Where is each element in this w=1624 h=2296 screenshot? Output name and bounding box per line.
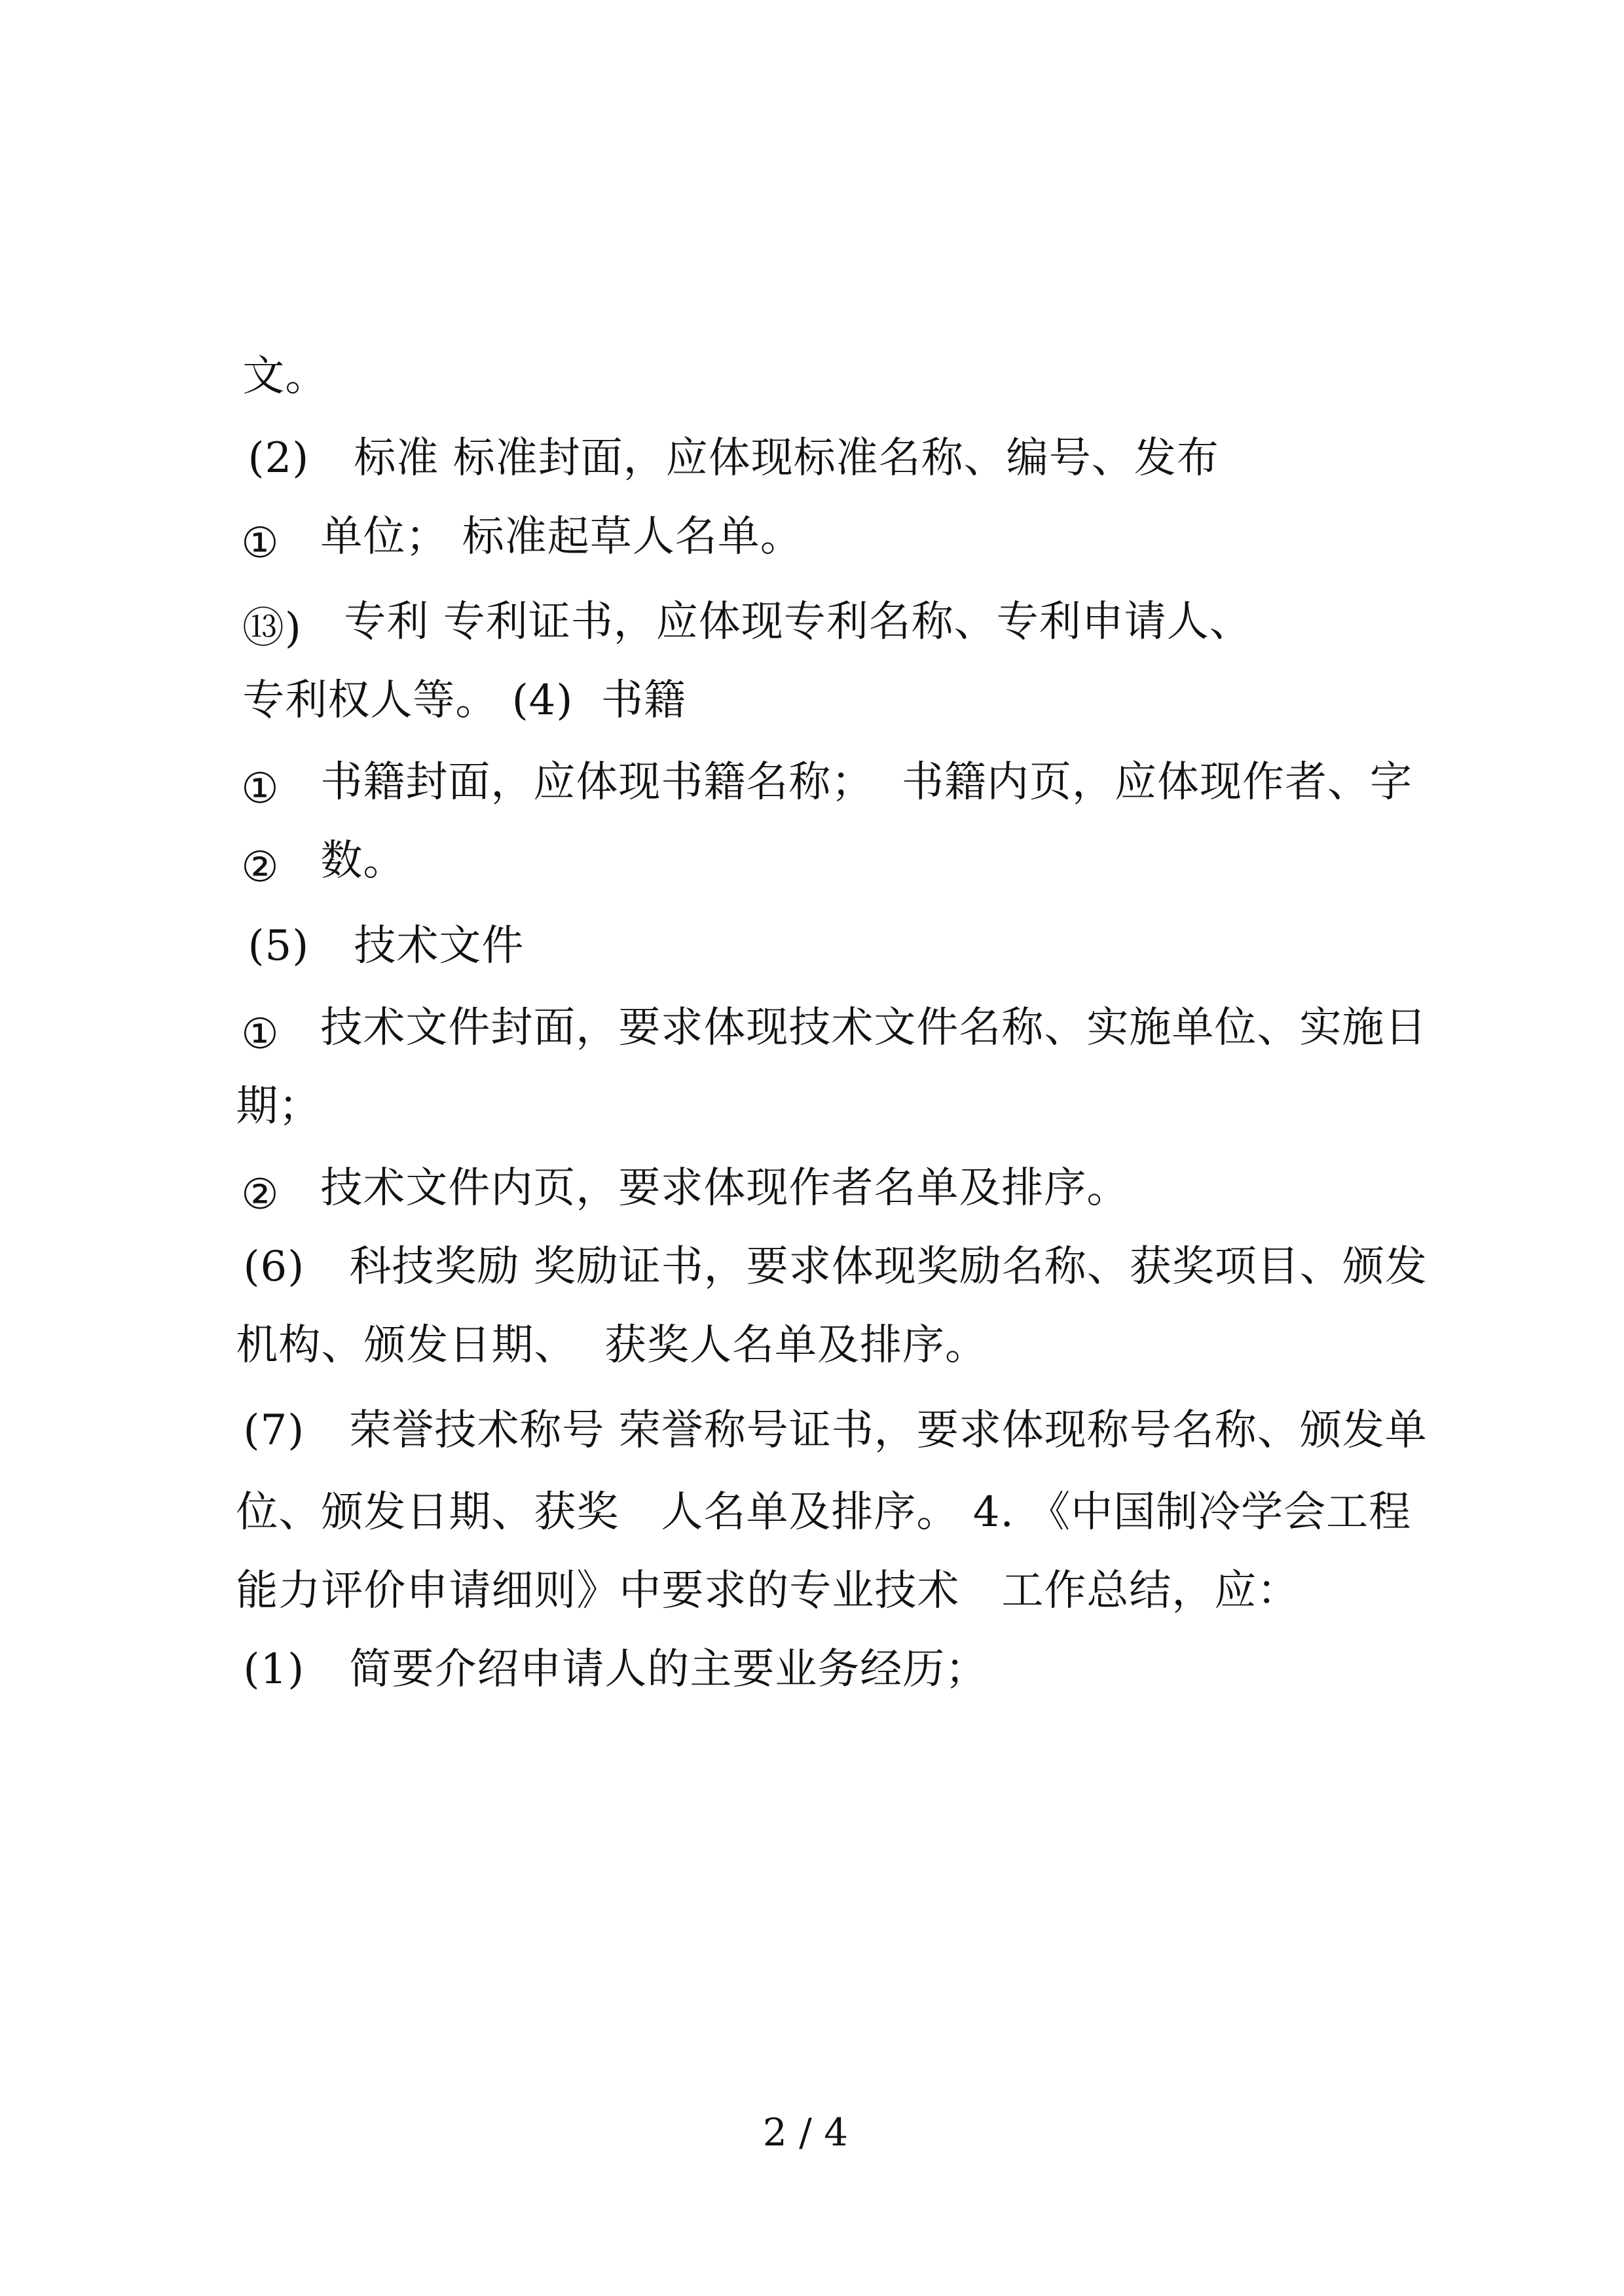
item-marker: ② xyxy=(241,1171,280,1219)
line-text: 书籍封面，应体现书籍名称； 书籍内页，应体现作者、字 xyxy=(320,758,1413,807)
line-text: 专利权人等。 (4) 书籍 xyxy=(242,676,687,725)
line-text: 技术文件封面，要求体现技术文件名称、实施单位、实施日 xyxy=(320,1004,1428,1052)
item-marker: (1) xyxy=(243,1645,305,1694)
item-marker: ① xyxy=(241,1010,280,1059)
line-text: 文。 xyxy=(242,352,328,401)
line-text: 机构、颁发日期、 获奖人名单及排序。 xyxy=(236,1321,988,1370)
line-text: 荣誉技术称号 荣誉称号证书，要求体现称号名称、颁发单 xyxy=(349,1406,1428,1455)
text-line-9 xyxy=(183,949,1427,1106)
line-text: 专利 专利证书，应体现专利名称、专利申请人、 xyxy=(344,598,1252,646)
item-marker: (7) xyxy=(243,1406,305,1455)
text-line-17 xyxy=(182,1591,987,1748)
item-marker: ⑬) xyxy=(242,604,302,653)
line-text: 单位； 标准起草人名单。 xyxy=(320,513,803,561)
item-marker: ② xyxy=(241,843,280,892)
item-marker: (2) xyxy=(248,434,310,483)
line-text: 科技奖励 奖励证书，要求体现奖励名称、获奖项目、颁发 xyxy=(349,1243,1428,1291)
line-text: 技术文件 xyxy=(354,922,525,970)
item-marker: ① xyxy=(241,519,280,568)
line-text: 简要介绍申请人的主要业务经历； xyxy=(349,1645,988,1694)
line-text: 标准 标准封面，应体现标准名称、编号、发布 xyxy=(354,434,1219,483)
item-marker: (5) xyxy=(248,922,310,970)
line-text: 技术文件内页，要求体现作者名单及排序。 xyxy=(320,1164,1130,1212)
line-text: 能力评价申请细则》中要求的专业技术 工作总结，应： xyxy=(236,1567,1300,1615)
item-marker: (6) xyxy=(243,1243,305,1291)
item-marker: ① xyxy=(241,765,280,813)
line-text: 期； xyxy=(236,1082,322,1131)
line-text: 位、颁发日期、获奖 人名单及排序。 4. 《中国制冷学会工程 xyxy=(236,1488,1412,1537)
page-number: 2 / 4 xyxy=(762,2110,849,2155)
line-text: 数。 xyxy=(320,837,406,885)
